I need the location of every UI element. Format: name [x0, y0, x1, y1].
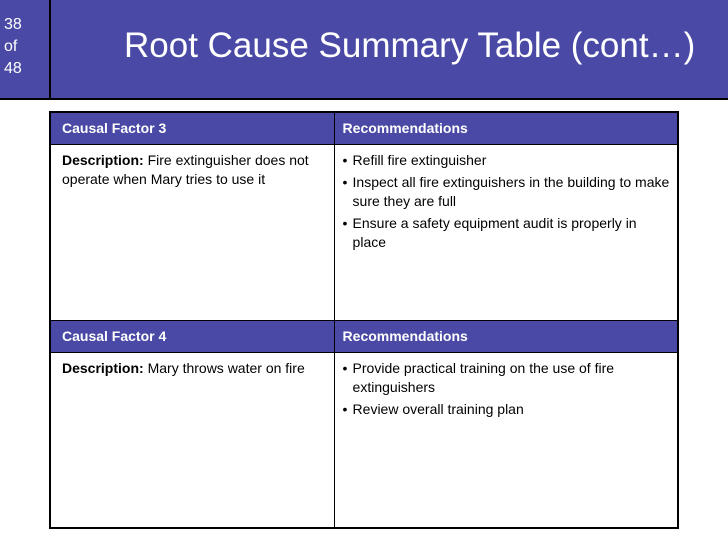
slide-current-number: 38: [4, 16, 22, 33]
description-text: Fire extinguisher does not operate when Mary tries to use it: [62, 151, 309, 187]
causal-factor-header: Causal Factor 3: [50, 112, 334, 144]
causal-factor-header: Causal Factor 4: [50, 320, 334, 352]
recommendation-item: • Ensure a safety equipment audit is properly in place: [343, 214, 671, 252]
slide-total-number: 48: [4, 60, 22, 77]
section-body-row: [50, 144, 678, 320]
recommendation-item: • Refill fire extinguisher: [343, 151, 671, 170]
slide-title: Root Cause Summary Table (cont…): [124, 26, 696, 65]
description-label: Description:: [62, 359, 144, 376]
section-body-row: [50, 352, 678, 528]
recommendation-item: • Inspect all fire extinguishers in the building to make sure they are full: [343, 173, 671, 211]
slide-counter: [0, 0, 51, 100]
description-text: Mary throws water on fire: [143, 359, 305, 376]
recommendations-cell: [334, 144, 678, 320]
root-cause-summary-table: [49, 111, 679, 529]
slide-of-label: of: [4, 38, 18, 55]
description-cell: [50, 352, 334, 528]
recommendations-list: [343, 151, 671, 252]
recommendation-item: • Provide practical training on the use of fire extinguishers: [343, 359, 671, 397]
recommendations-list: [343, 359, 671, 419]
recommendations-header: Recommendations: [334, 320, 678, 352]
description-label: Description:: [62, 151, 144, 168]
recommendations-cell: [334, 352, 678, 528]
section-header-row: [50, 112, 678, 144]
section-header-row: [50, 320, 678, 352]
title-banner: [0, 0, 728, 100]
recommendation-item: • Review overall training plan: [343, 400, 671, 419]
recommendations-header: Recommendations: [334, 112, 678, 144]
description-cell: [50, 144, 334, 320]
